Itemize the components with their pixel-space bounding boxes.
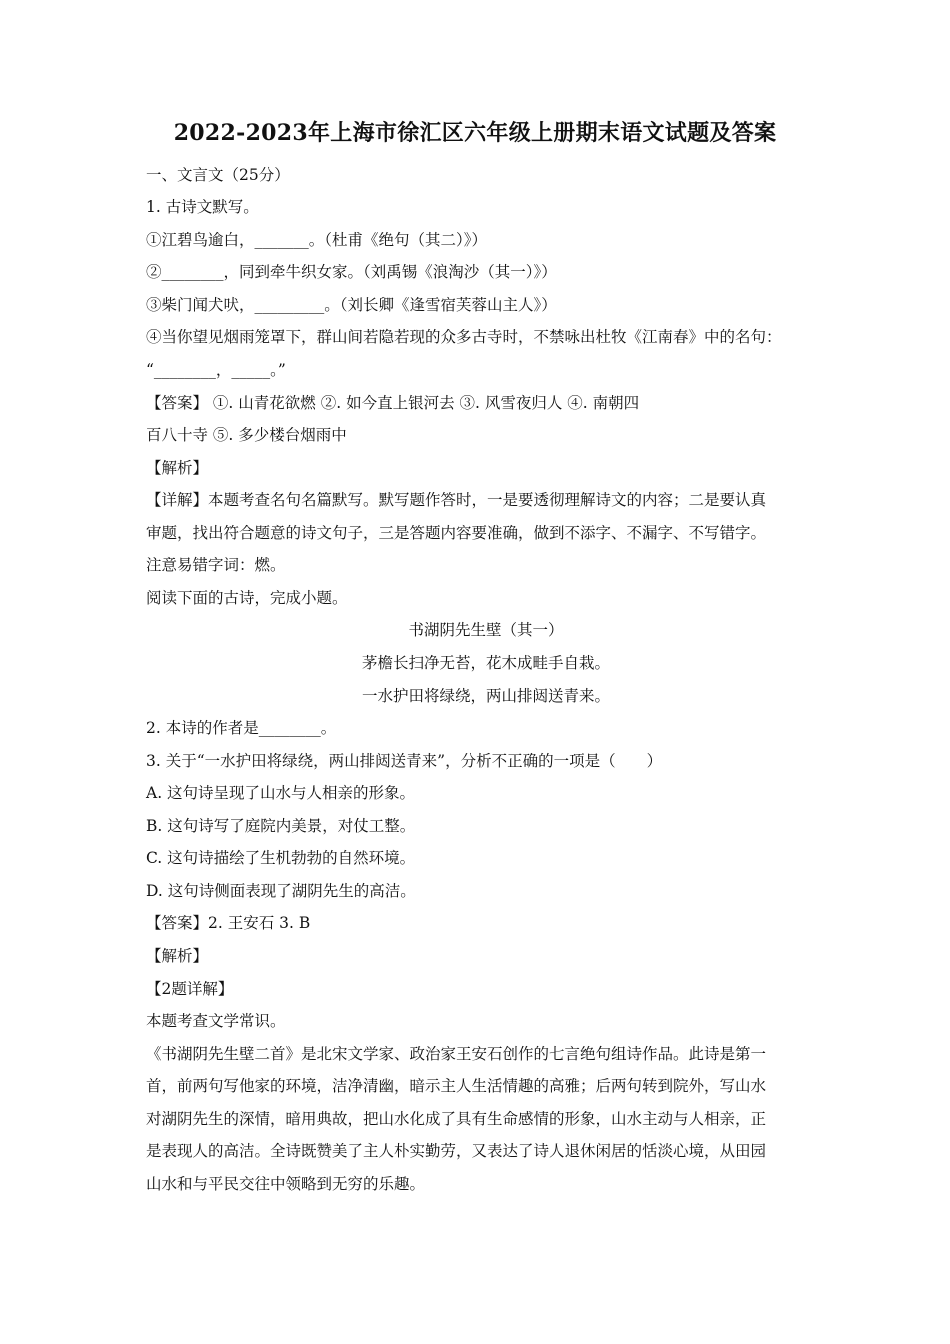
question-2: 2. 本诗的作者是________。 [146,719,337,737]
detail-heading-2: 【2题详解】 [146,980,234,998]
analysis-label-2: 【解析】 [146,947,209,965]
option-b: B. 这句诗写了庭院内美景，对仗工整。 [146,817,416,835]
option-d: D. 这句诗侧面表现了湖阴先生的高洁。 [146,882,416,900]
analysis-1-line-1: 【详解】本题考查名句名篇默写。默写题作答时，一是要透彻理解诗文的内容；二是要认真 [146,491,767,509]
option-c: C. 这句诗描绘了生机勃勃的自然环境。 [146,849,416,867]
poem-title: 书湖阴先生壁（其一） [408,621,564,639]
answer-1-line-2: 百八十寺 ⑤. 多少楼台烟雨中 [146,426,347,444]
question-3: 3. 关于“一水护田将绿绕，两山排闼送青来”，分析不正确的一项是（ ） [146,752,663,770]
question-1-item-3: ③柴门闻犬吠，_________。（刘长卿《逢雪宿芙蓉山主人》） [146,296,557,314]
answer-1-line-1: 【答案】 ①. 山青花欲燃 ②. 如今直上银河去 ③. 风雪夜归人 ④. 南朝四 [146,394,640,412]
poem-line-2: 一水护田将绿绕，两山排闼送青来。 [361,687,610,705]
detail-2-line-5: 是表现人的高洁。全诗既赞美了主人朴实勤劳，又表达了诗人退休闲居的恬淡心境，从田园 [146,1142,767,1160]
reading-instruction: 阅读下面的古诗，完成小题。 [146,589,348,607]
analysis-1-line-3: 注意易错字词：燃。 [146,556,286,574]
question-1: 1. 古诗文默写。 [146,198,259,216]
answer-2-3: 【答案】2. 王安石 3. B [146,914,311,932]
section-heading: 一、文言文（25分） [146,166,290,184]
question-1-item-2: ②________，同到牵牛织女家。（刘禹锡《浪淘沙（其一）》） [146,263,557,281]
question-1-item-4-blanks: “________，_____。” [146,361,286,379]
analysis-1-line-2: 审题，找出符合题意的诗文句子，三是答题内容要准确，做到不添字、不漏字、不写错字。 [146,524,767,542]
option-a: A. 这句诗呈现了山水与人相亲的形象。 [146,784,416,802]
poem-line-1: 茅檐长扫净无苔，花木成畦手自栽。 [361,654,610,672]
question-1-item-1: ①江碧鸟逾白，_______。（杜甫《绝句（其二）》） [146,231,488,249]
document-title: 2022-2023年上海市徐汇区六年级上册期末语文试题及答案 [173,120,777,146]
question-1-item-4: ④当你望见烟雨笼罩下，群山间若隐若现的众多古寺时，不禁咏出杜牧《江南春》中的名句： [146,328,782,346]
detail-2-line-6: 山水和与平民交往中领略到无穷的乐趣。 [146,1175,426,1193]
detail-2-line-3: 首，前两句写他家的环境，洁净清幽，暗示主人生活情趣的高雅；后两句转到院外，写山水 [146,1077,767,1095]
analysis-label: 【解析】 [146,459,209,477]
detail-2-line-2: 《书湖阴先生壁二首》是北宋文学家、政治家王安石创作的七言绝句组诗作品。此诗是第一 [146,1045,767,1063]
detail-2-line-1: 本题考查文学常识。 [146,1012,286,1030]
detail-2-line-4: 对湖阴先生的深情，暗用典故，把山水化成了具有生命感情的形象，山水主动与人相亲，正 [146,1110,767,1128]
